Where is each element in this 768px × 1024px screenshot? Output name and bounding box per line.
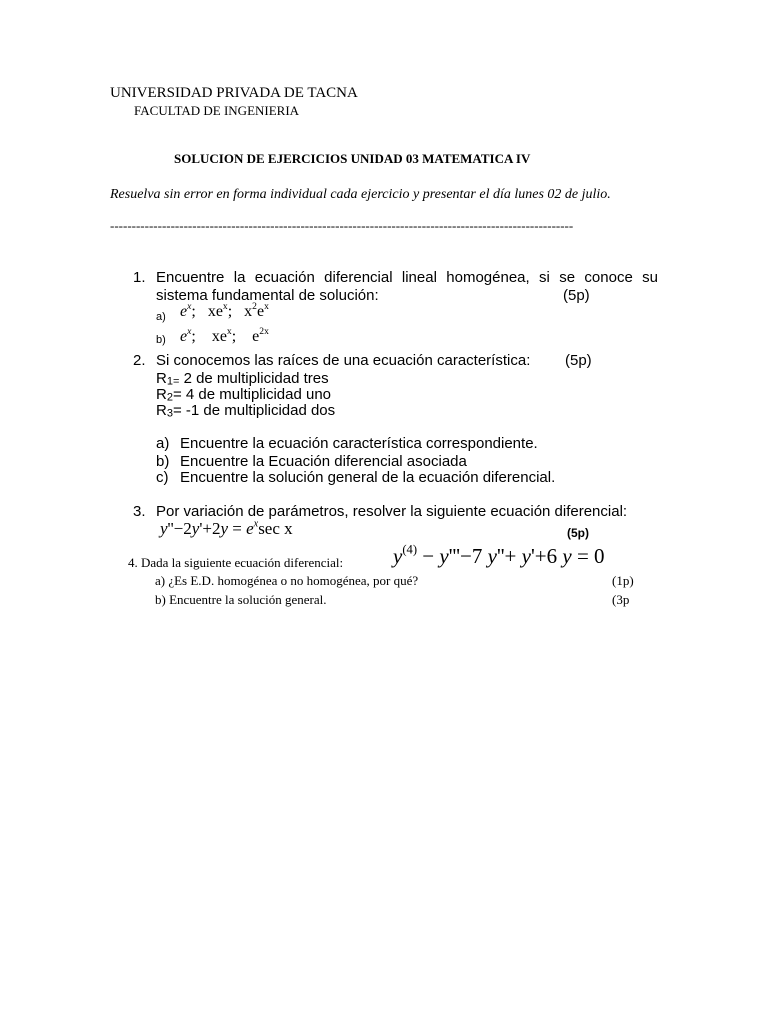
q2-item-c-label: c) — [156, 469, 169, 486]
q4-b-points: (3p — [612, 592, 630, 607]
faculty-name: FACULTAD DE INGENIERIA — [134, 103, 300, 118]
q1-b-solutions: $e^x$; $xe^x$; $e^{2x}$ — [180, 325, 269, 345]
root-r1-text: 2 de multiplicidad tres — [183, 370, 329, 387]
q4-a-points: (1p) — [612, 573, 634, 588]
q1-points: (5p) — [563, 287, 590, 304]
q1-text-line2: sistema fundamental de solución: — [156, 287, 379, 304]
q2-item-b-text: Encuentre la Ecuación diferencial asociada — [180, 453, 467, 470]
q4-b-text: b) Encuentre la solución general. — [155, 592, 327, 607]
q3-equation: $y''-2y'+2y = e^x\sec$ x — [160, 518, 293, 538]
q1-a-label: a) — [156, 311, 166, 323]
q3-text: Por variación de parámetros, resolver la siguiente ecuación diferencial: — [156, 503, 628, 520]
q1-text-line1: Encuentre la ecuación diferencial lineal homogénea, si se conoce su — [156, 269, 658, 286]
q2-item-a-text: Encuentre la ecuación característica correspondiente. — [180, 435, 538, 452]
q2-number: 2. — [133, 352, 146, 369]
q1-b-label: b) — [156, 334, 166, 346]
q4-text: 4. Dada la siguiente ecuación diferencial: — [128, 555, 344, 570]
q2-points: (5p) — [565, 352, 592, 369]
q1-number: 1. — [133, 269, 146, 286]
q3-number: 3. — [133, 503, 146, 520]
document-title: SOLUCION DE EJERCICIOS UNIDAD 03 MATEMATICA IV — [174, 151, 531, 166]
q2-item-a-label: a) — [156, 435, 170, 452]
university-name: UNIVERSIDAD PRIVADA DE TACNA — [110, 85, 358, 101]
root-r2: $R_2= 4$ de multiplicidad uno — [156, 386, 331, 404]
root-r3: $R_3= -1$ de multiplicidad dos — [156, 402, 336, 420]
q4-a-text: a) ¿Es E.D. homogénea o no homogénea, por qué? — [155, 573, 419, 588]
root-r3-text: -1 de multiplicidad dos — [185, 402, 336, 419]
q3-points: (5p) — [567, 526, 589, 540]
q1-a-solutions: $e^x$; $xe^x$; $x^2e^x$ — [180, 300, 269, 320]
q2-item-c-text: Encuentre la solución general de la ecuación diferencial. — [180, 469, 556, 486]
separator-line: ----------------------------------------------------------------------------------------------------------- — [110, 218, 574, 233]
root-r1: $R_{1=}$ 2 de multiplicidad tres — [156, 370, 329, 388]
q2-item-b-label: b) — [156, 453, 170, 470]
instructions: Resuelva sin error en forma individual cada ejercicio y presentar el día lunes 02 de julio. — [110, 187, 611, 202]
q2-text: Si conocemos las raíces de una ecuación característica: — [156, 352, 531, 369]
root-r2-text: 4 de multiplicidad uno — [185, 386, 331, 403]
q4-equation: $y^{(4)} - y'''-7$ y''+ y'+6 y = 0 — [393, 542, 605, 568]
